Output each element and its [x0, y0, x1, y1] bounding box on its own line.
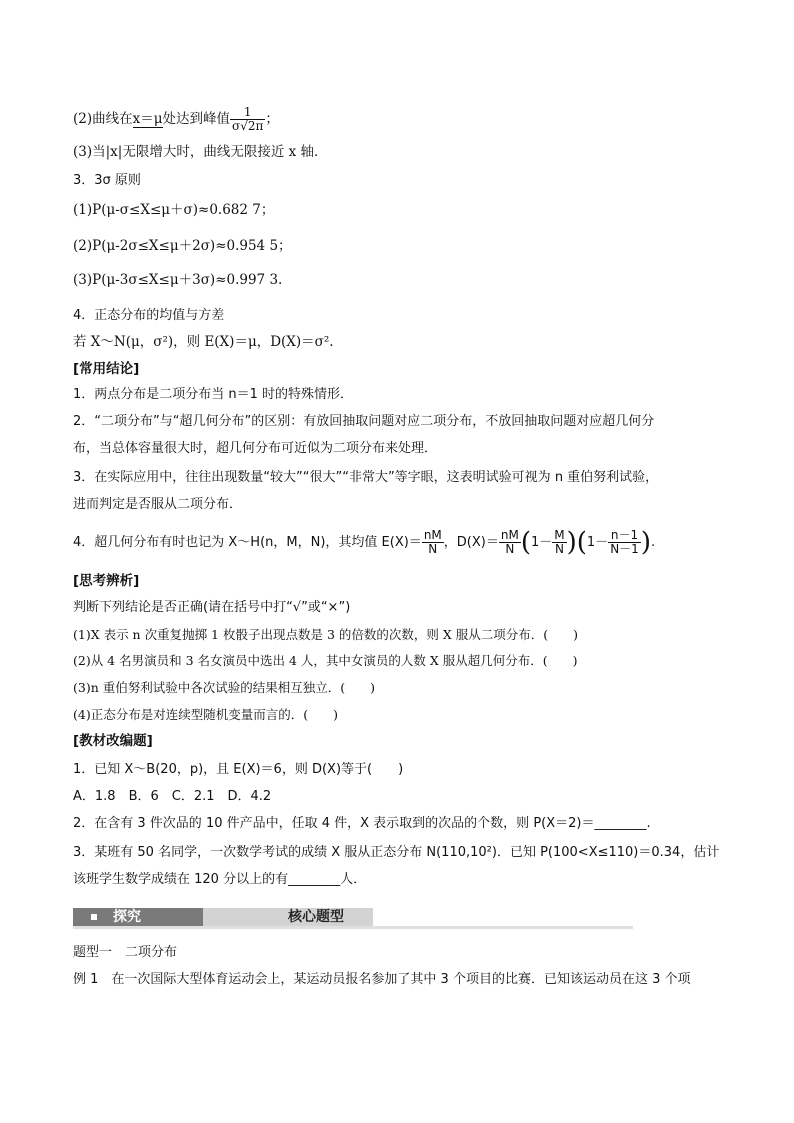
section-textbook-adapted: [教材改编题]: [73, 733, 153, 749]
conclusion-3: 3．在实际应用中，往往出现数量“较大”“很大”“非常大”等字眼，这表明试验可视为 n 重伯努利试验，: [73, 470, 659, 485]
mean-fraction: $\frac{nM}{N}$: [423, 528, 442, 556]
peak-fraction: $\frac{1}{\sigma√2\pi}$: [232, 105, 264, 133]
sigma-rule-1: (1)P(μ-σ≤X≤μ＋σ)≈0.682 7；: [73, 202, 275, 218]
x-equals-mu: x＝μ: [132, 111, 163, 127]
peak-value-line: (2)曲线在x＝μ处达到峰值 $\frac{1}{\sigma√2\pi}$ ；: [73, 105, 279, 133]
judge-item-3: (3)n 重伯努利试验中各次试验的结果相互独立．( ): [73, 680, 375, 695]
sigma-rule-2: (2)P(μ-2σ≤X≤μ＋2σ)≈0.954 5；: [73, 238, 292, 254]
square-icon: [91, 914, 97, 920]
asymptote-line: (3)当|x|无限增大时，曲线无限接近 x 轴．: [73, 144, 328, 160]
three-sigma-heading: 3．3σ 原则: [73, 173, 141, 188]
judge-item-1: (1)X 表示 n 次重复抛掷 1 枚骰子出现点数是 3 的倍数的次数，则 X 服从二项分布．( ): [73, 627, 578, 642]
sigma-rule-3: (3)P(μ-3σ≤X≤μ＋3σ)≈0.997 3.: [73, 272, 283, 288]
section-think-analyze: [思考辨析]: [73, 573, 140, 589]
question-type-heading: 题型一 二项分布: [73, 945, 178, 960]
section-banner: [73, 905, 633, 927]
exercise-3: 3．某班有 50 名同学，一次数学考试的成绩 X 服从正态分布 N(110,10²)．已知 P(100<X≤110)＝0.34，估计: [73, 845, 720, 860]
banner-rule: [73, 926, 633, 929]
banner-left-label: 探究: [113, 909, 141, 925]
conclusion-4: 4．超几何分布有时也记为 X～H(n，M，N)，其均值 E(X)＝ $\frac{nM}{N}$ ，D(X)＝ $\frac{nM}{N}$ (1－ $\frac{M}{N}$ )(1－ $\frac{n-1}{N-1}$ ).: [73, 527, 656, 558]
section-common-conclusions: [常用结论]: [73, 361, 140, 377]
conclusion-2-cont: 布，当总体容量很大时，超几何分布可近似为二项分布来处理．: [73, 441, 438, 456]
exercise-1: 1．已知 X～B(20，p)，且 E(X)＝6，则 D(X)等于( ): [73, 762, 404, 777]
variance-fraction: $\frac{nM}{N}$: [500, 528, 519, 556]
conclusion-2: 2．“二项分布”与“超几何分布”的区别：有放回抽取问题对应二项分布，不放回抽取问题对应超几何分: [73, 414, 655, 429]
exercise-1-options: A．1.8 B．6 C．2.1 D．4.2: [73, 789, 272, 804]
judge-item-2: (2)从 4 名男演员和 3 名女演员中选出 4 人，其中女演员的人数 X 服从超几何分布．( ): [73, 653, 578, 668]
conclusion-1: 1．两点分布是二项分布当 n＝1 时的特殊情形．: [73, 387, 354, 402]
example-1: 例 1 在一次国际大型体育运动会上，某运动员报名参加了其中 3 个项目的比赛．已知该运动员在这 3 个项: [73, 972, 691, 987]
exercise-3-cont: 该班学生数学成绩在 120 分以上的有________人．: [73, 872, 367, 887]
exercise-2: 2．在含有 3 件次品的 10 件产品中，任取 4 件，X 表示取到的次品的个数，则 P(X＝2)＝________.: [73, 816, 651, 831]
banner-right-label: 核心题型: [288, 909, 344, 925]
normal-mean-variance-text: 若 X～N(μ，σ²)，则 E(X)＝μ，D(X)＝σ².: [73, 334, 334, 350]
text: 处达到峰值: [162, 111, 231, 127]
text: (2)曲线在: [73, 111, 133, 127]
conclusion-3-cont: 进而判定是否服从二项分布．: [73, 497, 243, 512]
normal-mean-variance-heading: 4．正态分布的均值与方差: [73, 308, 225, 323]
judge-item-4: (4)正态分布是对连续型随机变量而言的．( ): [73, 707, 338, 722]
judge-instruction: 判断下列结论是否正确(请在括号中打“√”或“×”): [73, 600, 351, 615]
